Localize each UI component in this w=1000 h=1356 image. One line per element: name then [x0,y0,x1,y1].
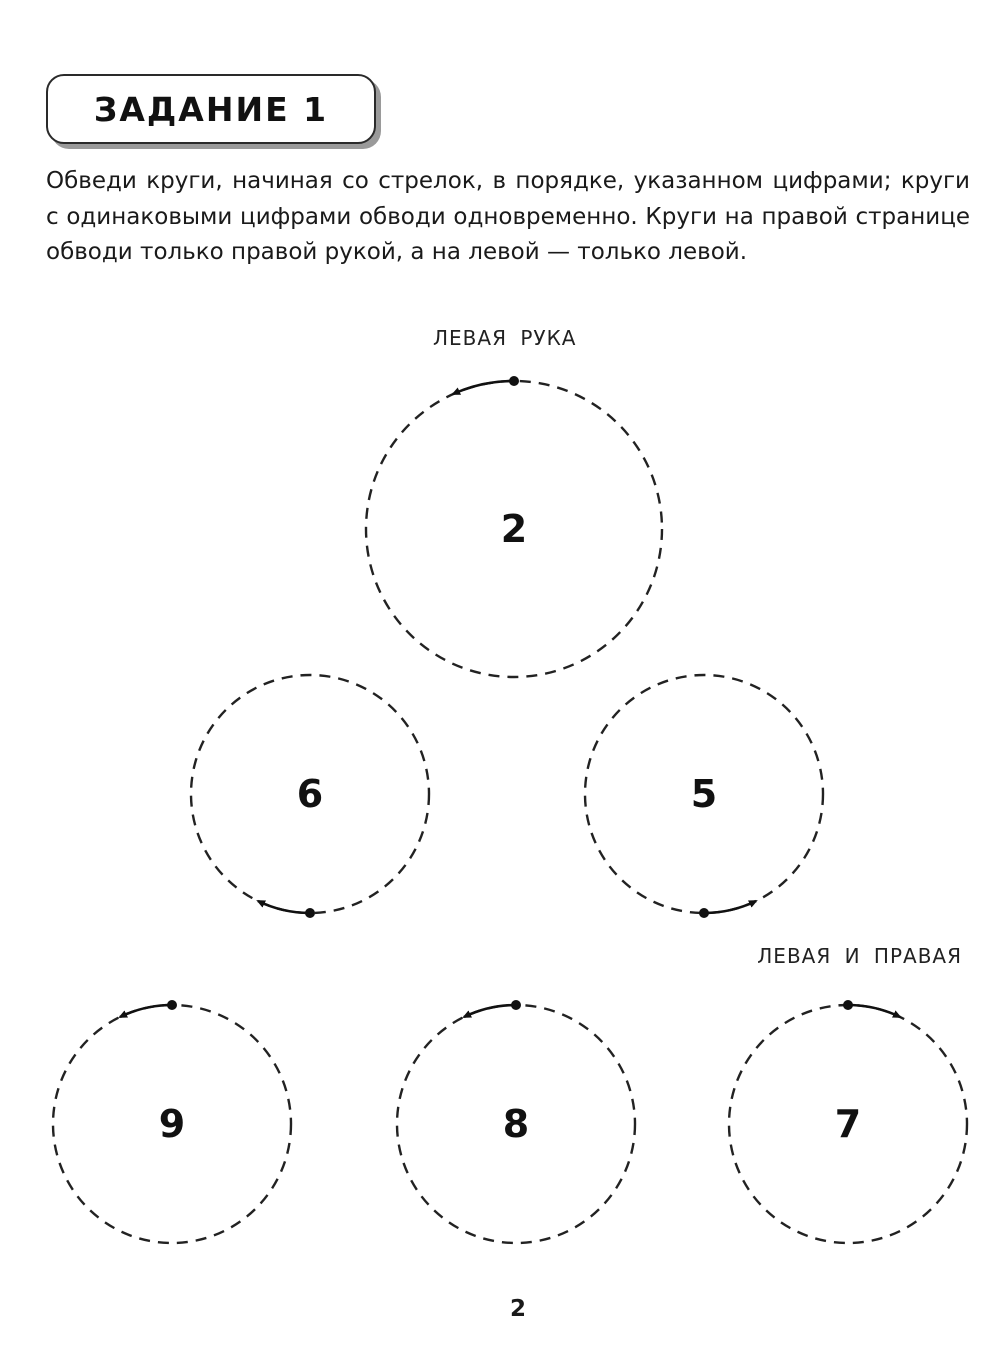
start-arrow-icon [453,381,514,394]
page-number: 2 [509,1296,526,1322]
circle-number: 6 [296,772,324,816]
left-hand-label: ЛЕВАЯ РУКА [433,326,577,350]
circle-number: 9 [158,1102,186,1146]
start-dot-icon [843,1000,853,1010]
start-arrow-icon [258,901,310,913]
circle-number: 8 [502,1102,530,1146]
circle-number: 2 [500,507,528,551]
start-dot-icon [511,1000,521,1010]
trace-circle-2[interactable] [366,376,662,677]
start-dot-icon [305,908,315,918]
trace-circle-9[interactable] [53,1000,291,1243]
start-arrow-icon [464,1005,516,1017]
trace-circle-7[interactable] [729,1000,967,1243]
start-arrow-icon [704,901,756,913]
start-arrow-icon [848,1005,900,1017]
start-arrow-icon [120,1005,172,1017]
task-title: ЗАДАНИЕ 1 [93,89,329,129]
start-dot-icon [699,908,709,918]
trace-circle-8[interactable] [397,1000,635,1243]
circle-number: 7 [834,1102,862,1146]
instructions-text: Обведи круги, начиная со стрелок, в порядке, указанном цифрами; круги с одинаковыми цифрами обводи одновременно. Круги на правой странице обводи только правой рукой, а на левой — только левой. [46,168,970,265]
start-dot-icon [167,1000,177,1010]
start-dot-icon [509,376,519,386]
both-hands-label: ЛЕВАЯ И ПРАВАЯ [757,944,962,968]
circle-number: 5 [690,772,718,816]
trace-circle-5[interactable] [585,675,823,918]
trace-circle-6[interactable] [191,675,429,918]
